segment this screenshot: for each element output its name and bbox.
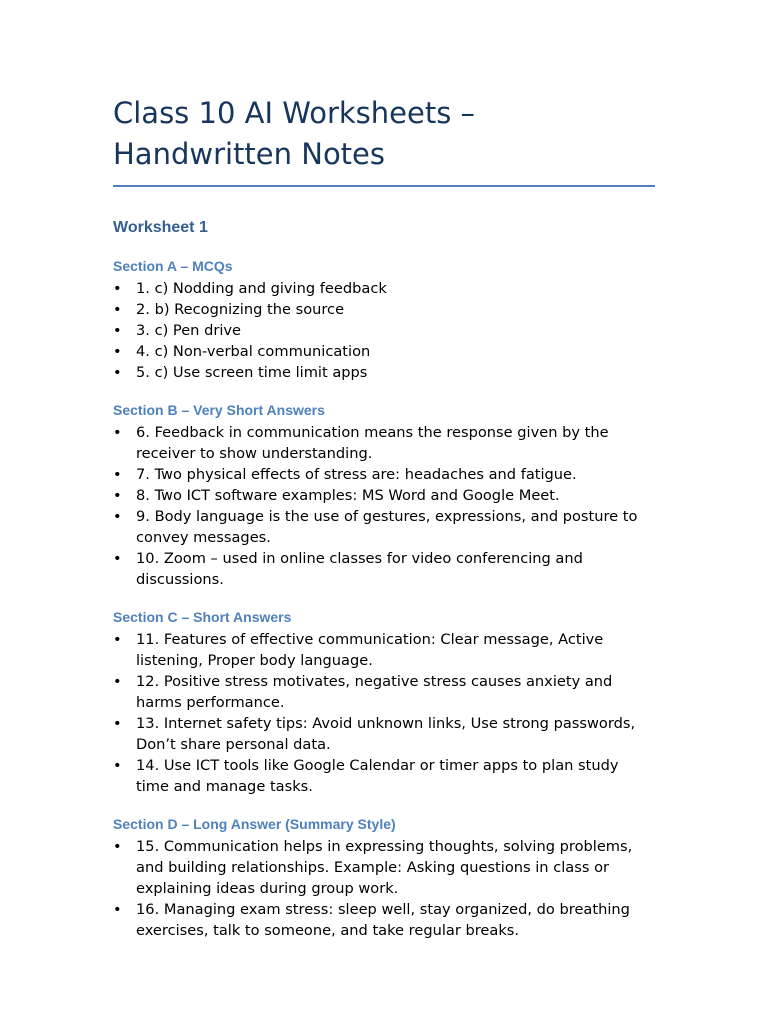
list-item-text: 7. Two physical effects of stress are: headaches and fatigue. bbox=[136, 466, 577, 483]
bullet-list bbox=[113, 422, 655, 590]
list-item-text: 9. Body language is the use of gestures, expressions, and posture to convey messages. bbox=[136, 508, 638, 546]
section-2 bbox=[113, 400, 655, 590]
list-item-text: 12. Positive stress motivates, negative stress causes anxiety and harms performance. bbox=[136, 673, 613, 711]
bullet-icon: • bbox=[113, 550, 122, 567]
bullet-list bbox=[113, 629, 655, 797]
bullet-icon: • bbox=[113, 757, 122, 774]
list-item-text: 2. b) Recognizing the source bbox=[136, 301, 345, 318]
sections-container bbox=[113, 256, 655, 941]
document-title: Class 10 AI Worksheets – Handwritten Notes bbox=[113, 96, 476, 171]
bullet-icon: • bbox=[113, 364, 122, 381]
bullet-icon: • bbox=[113, 343, 122, 360]
bullet-icon: • bbox=[113, 466, 122, 483]
list-item bbox=[113, 629, 655, 671]
list-item bbox=[113, 713, 655, 755]
bullet-icon: • bbox=[113, 838, 122, 855]
bullet-icon: • bbox=[113, 715, 122, 732]
title-underline bbox=[113, 185, 655, 187]
list-item-text: 4. c) Non-verbal communication bbox=[136, 343, 371, 360]
worksheet-heading: Worksheet 1 bbox=[113, 219, 208, 236]
list-item bbox=[113, 836, 655, 899]
list-item bbox=[113, 899, 655, 941]
list-item bbox=[113, 299, 655, 320]
list-item bbox=[113, 341, 655, 362]
section-heading: Section A – MCQs bbox=[113, 258, 233, 274]
list-item bbox=[113, 755, 655, 797]
list-item-text: 10. Zoom – used in online classes for video conferencing and discussions. bbox=[136, 550, 583, 588]
list-item-text: 3. c) Pen drive bbox=[136, 322, 241, 339]
list-item bbox=[113, 671, 655, 713]
section-heading: Section D – Long Answer (Summary Style) bbox=[113, 816, 396, 832]
section-4 bbox=[113, 814, 655, 941]
bullet-icon: • bbox=[113, 280, 122, 297]
bullet-icon: • bbox=[113, 301, 122, 318]
bullet-icon: • bbox=[113, 424, 122, 441]
bullet-icon: • bbox=[113, 508, 122, 525]
list-item bbox=[113, 506, 655, 548]
bullet-icon: • bbox=[113, 487, 122, 504]
list-item bbox=[113, 548, 655, 590]
bullet-icon: • bbox=[113, 631, 122, 648]
bullet-icon: • bbox=[113, 901, 122, 918]
section-1 bbox=[113, 256, 655, 383]
list-item-text: 1. c) Nodding and giving feedback bbox=[136, 280, 387, 297]
bullet-list bbox=[113, 836, 655, 941]
list-item bbox=[113, 320, 655, 341]
list-item-text: 11. Features of effective communication: Clear message, Active listening, Proper body language. bbox=[136, 631, 604, 669]
list-item-text: 6. Feedback in communication means the response given by the receiver to show understanding. bbox=[136, 424, 609, 462]
bullet-list bbox=[113, 278, 655, 383]
list-item bbox=[113, 485, 655, 506]
section-3 bbox=[113, 607, 655, 797]
list-item-text: 5. c) Use screen time limit apps bbox=[136, 364, 368, 381]
document-page bbox=[113, 93, 655, 941]
list-item-text: 13. Internet safety tips: Avoid unknown links, Use strong passwords, Don’t share personal data. bbox=[136, 715, 636, 753]
list-item-text: 8. Two ICT software examples: MS Word and Google Meet. bbox=[136, 487, 560, 504]
list-item bbox=[113, 278, 655, 299]
list-item bbox=[113, 362, 655, 383]
list-item bbox=[113, 422, 655, 464]
list-item-text: 14. Use ICT tools like Google Calendar or timer apps to plan study time and manage tasks. bbox=[136, 757, 619, 795]
bullet-icon: • bbox=[113, 673, 122, 690]
list-item-text: 16. Managing exam stress: sleep well, stay organized, do breathing exercises, talk to someone, and take regular breaks. bbox=[136, 901, 630, 939]
bullet-icon: • bbox=[113, 322, 122, 339]
section-heading: Section B – Very Short Answers bbox=[113, 402, 325, 418]
list-item-text: 15. Communication helps in expressing thoughts, solving problems, and building relationships. Example: Asking questions in class or explaining ideas during group work. bbox=[136, 838, 633, 897]
section-heading: Section C – Short Answers bbox=[113, 609, 292, 625]
list-item bbox=[113, 464, 655, 485]
